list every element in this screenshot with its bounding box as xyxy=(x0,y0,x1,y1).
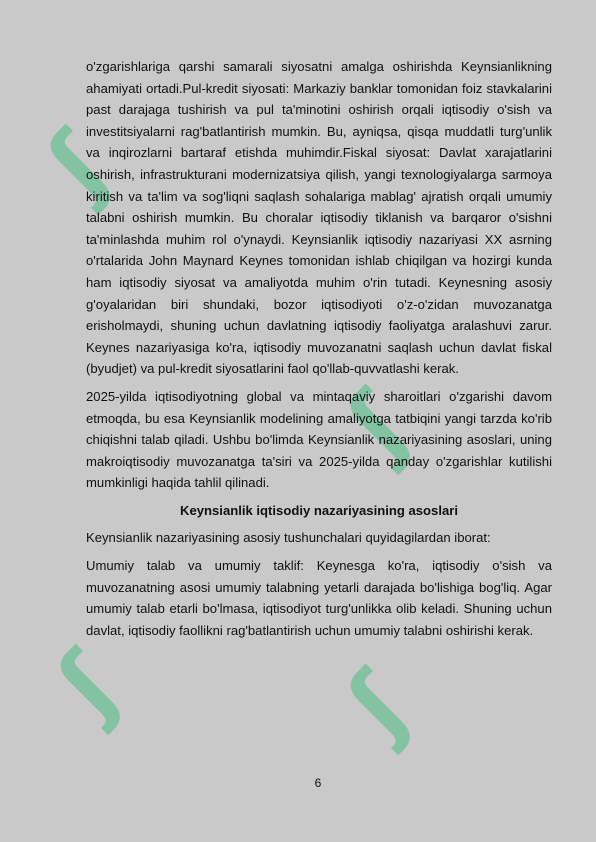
watermark-logo: ʃ xyxy=(327,374,429,475)
page-number: 6 xyxy=(314,776,322,790)
watermark-logo: ʃ xyxy=(37,634,139,735)
body-paragraph: 2025-yilda iqtisodiyotning global va mintaqaviy sharoitlari o'zgarishi davom etmoqda, bu esa Keynsianlik modelining amaliyotga tatbiqini yangi tarzda ko'rib chiqishni talab qiladi. Ushbu bo'limda Keynsianlik nazariyasining asoslari, uning makroiqtisodiy muvozanatga ta'siri va 2025-yilda qanday o'zgarishlar kutilishi mumkinligi haqida tahlil qilinadi. xyxy=(86,388,552,491)
watermark-logo: ʃ xyxy=(327,654,429,755)
watermark-logo: ʃ xyxy=(27,114,129,215)
page-content xyxy=(86,56,552,647)
section-heading: Keynsianlik iqtisodiy nazariyasining asoslari xyxy=(180,502,458,518)
body-paragraph: Umumiy talab va umumiy taklif: Keynesga ko'ra, iqtisodiy o'sish va muvozanatning asosi umumiy talabning yetarli darajada bo'lishiga bog'liq. Agar umumiy talab etarli bo'lmasa, iqtisodiyot turg'unlikka olib keladi. Shuning uchun davlat, iqtisodiy faollikni rag'batlantirish uchun umumiy talabni oshirishi kerak. xyxy=(86,558,552,638)
body-paragraph: o'zgarishlariga qarshi samarali siyosatni amalga oshirishda Keynsianlikning ahamiyati ortadi.Pul-kredit siyosati: Markaziy banklar tomonidan foiz stavkalarini past darajaga tushirish va pul ta'minotini oshirish orqali iqtisodiy o'sish va investitsiyalarni rag'batlantirish mumkin. Bu, ayniqsa, qisqa muddatli turg'unlik va inqirozlarni bartaraf etishda muhimdir.Fiskal siyosat: Davlat xarajatlarini oshirish, infrastrukturani modernizatsiya qilish, yangi texnologiyalarga sarmoya kiritish va ta'lim va sog'liqni saqlash sohalariga mablag' ajratish orqali umumiy talabni oshirish mumkin. Bu choralar iqtisodiy tiklanish va barqaror o'sishni ta'minlashda muhim rol o'ynaydi. Keynsianlik iqtisodiy nazariyasi XX asrning o'rtalarida John Maynard Keynes tomonidan ishlab chiqilgan va hozirgi kunda ham iqtisodiy siyosat va amaliyotda muhim o'rin tutadi. Keynesning asosiy g'oyalaridan biri shundaki, bozor iqtisodiyoti o'z-o'zidan muvozanatga erisholmaydi, shuning uchun davlatning iqtisodiy faoliyatga aralashuvi zarur. Keynes nazariyasiga ko'ra, iqtisodiy muvozanatni saqlash uchun davlat fiskal (byudjet) va pul-kredit siyosatlarini faol qo'llab-quvvatlashi kerak. xyxy=(86,59,552,377)
body-paragraph: Keynsianlik nazariyasining asosiy tushunchalari quyidagilardan iborat: xyxy=(86,530,491,546)
